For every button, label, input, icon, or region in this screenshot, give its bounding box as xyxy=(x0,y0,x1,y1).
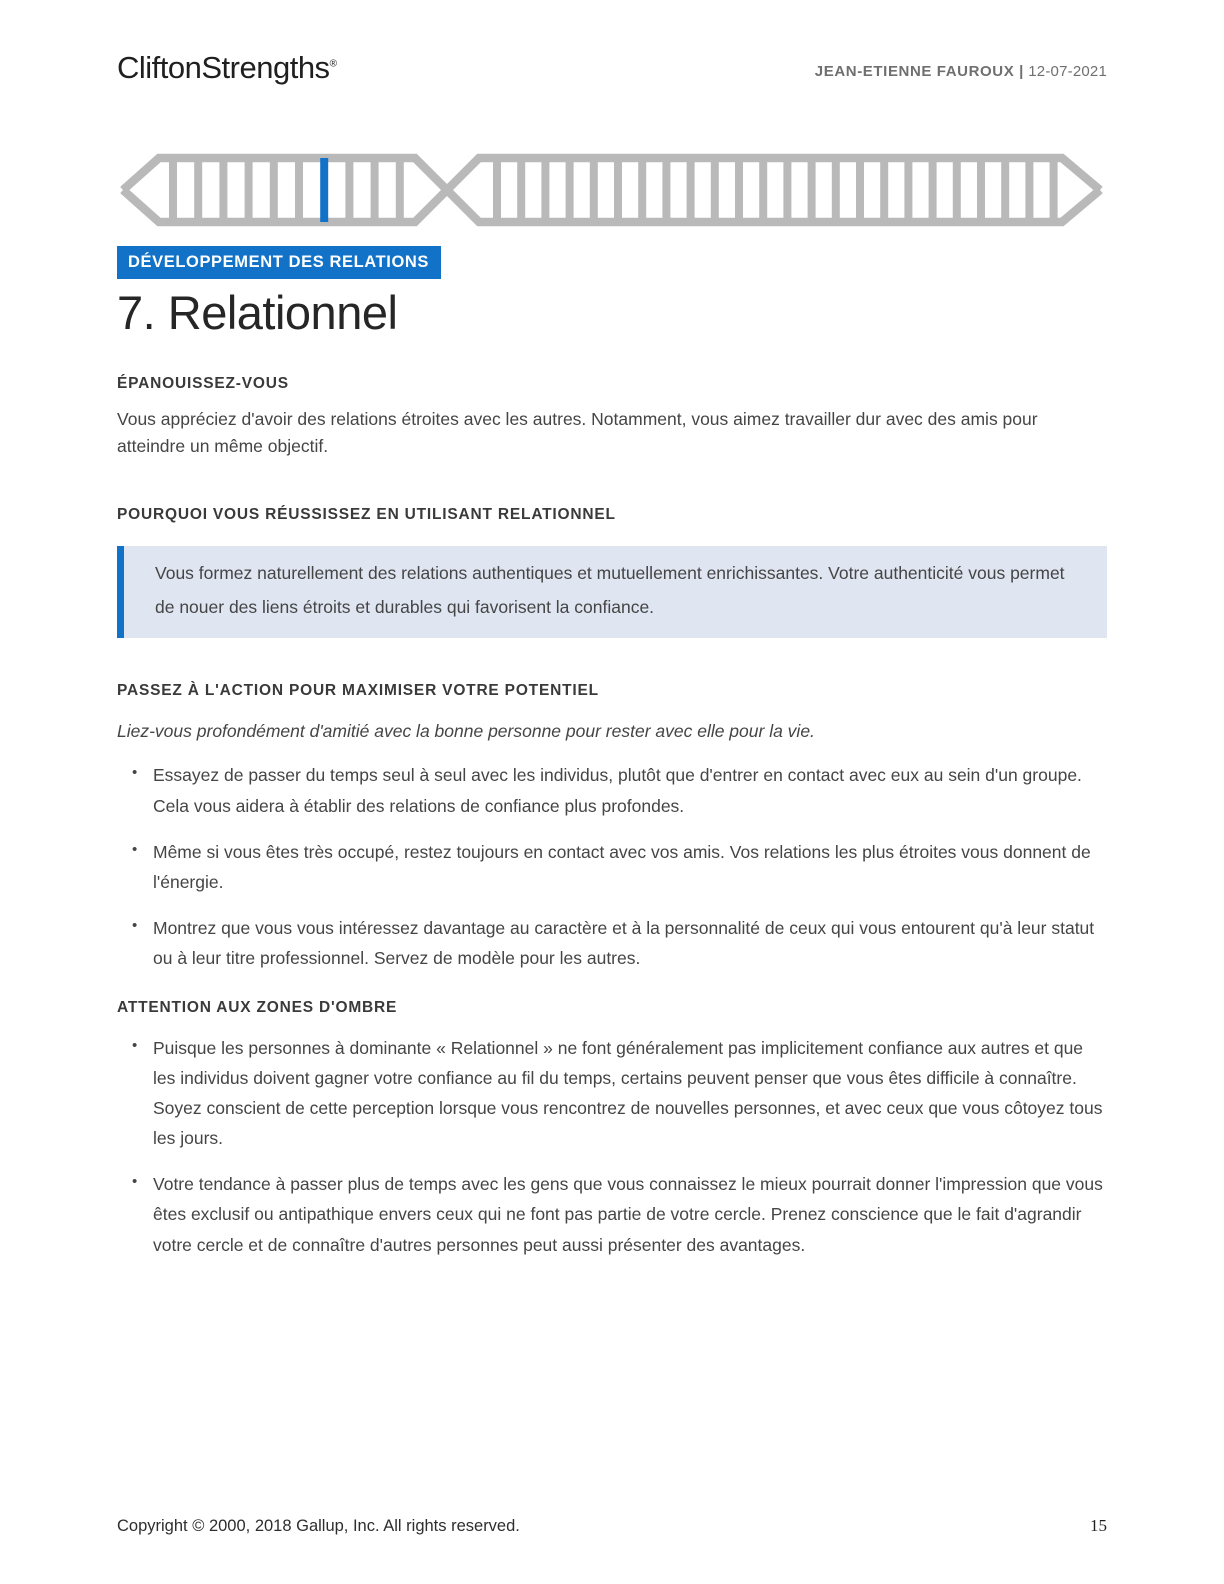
why-heading: POURQUOI VOUS RÉUSSISSEZ EN UTILISANT RELATIONNEL xyxy=(117,505,616,523)
list-item xyxy=(117,837,1107,897)
blindspots-heading: ATTENTION AUX ZONES D'OMBRE xyxy=(117,999,398,1016)
domain-badge: DÉVELOPPEMENT DES RELATIONS xyxy=(117,246,441,279)
thrive-heading: ÉPANOUISSEZ-VOUS xyxy=(117,374,289,392)
page-header xyxy=(117,50,1107,86)
list-item xyxy=(117,1033,1107,1153)
blindspots-bullets xyxy=(117,1033,1107,1260)
person-name: JEAN-ETIENNE FAUROUX | xyxy=(814,63,1024,80)
callout-accent-bar xyxy=(117,546,124,638)
bullet-icon: • xyxy=(132,1037,138,1054)
page-number: 15 xyxy=(1090,1516,1107,1535)
report-date: 12-07-2021 xyxy=(1023,63,1107,80)
list-item-text: Même si vous êtes très occupé, restez toujours en contact avec vos amis. Vos relations les plus étroites vous donnent de l'énergie. xyxy=(153,841,1091,892)
list-item xyxy=(117,913,1107,973)
list-item-text: Votre tendance à passer plus de temps avec les gens que vous connaissez le mieux pourrait donner l'impression que vous êtes exclusif ou antipathique envers ceux qui ne font pas partie de votre cercle. Prenez conscience que le fait d'agrandir votre cercle et de connaître d'autres personnes peut aussi présenter des avantages. xyxy=(153,1174,1103,1255)
list-item xyxy=(117,1169,1107,1259)
page-footer xyxy=(117,1516,1107,1536)
list-item xyxy=(117,760,1107,820)
list-item-text: Puisque les personnes à dominante « Relationnel » ne font généralement pas implicitement confiance aux autres et que les individus doivent gagner votre confiance au fil du temps, certains peuvent penser que vous êtes difficile à connaître. Soyez conscient de cette perception lorsque vous rencontrez de nouvelles personnes, et avec ceux que vous côtoyez tous les jours. xyxy=(153,1038,1103,1149)
bullet-icon: • xyxy=(132,764,138,782)
report-meta xyxy=(815,63,1107,86)
callout-text: Vous formez naturellement des relations authentiques et mutuellement enrichissantes. Votre authenticité vous permet de nouer des liens étroits et durables qui favorisent la confiance. xyxy=(124,546,1107,638)
copyright-text: Copyright © 2000, 2018 Gallup, Inc. All rights reserved. xyxy=(117,1517,520,1535)
list-item-text: Montrez que vous vous intéressez davantage au caractère et à la personnalité de ceux qui vous entourent qu'à leur statut ou à leur titre professionnel. Servez de modèle pour les autres. xyxy=(153,917,1095,968)
cliftonstrengths-logo xyxy=(117,50,336,86)
bullet-icon: • xyxy=(132,840,138,858)
why-callout xyxy=(117,546,1107,638)
logo-text: CliftonStrengths xyxy=(117,50,330,85)
strand-svg xyxy=(117,148,1107,232)
list-item-text: Essayez de passer du temps seul à seul avec les individus, plutôt que d'entrer en contact avec eux au sein d'un groupe. Cela vous aidera à établir des relations de confiance plus profondes. xyxy=(153,765,1082,816)
bullet-icon: • xyxy=(132,1173,138,1191)
thrive-body: Vous appréciez d'avoir des relations étroites avec les autres. Notamment, vous aimez travailler dur avec des amis pour atteindre un même objectif. xyxy=(117,408,1038,456)
bullet-icon: • xyxy=(132,916,138,934)
action-bullets xyxy=(117,760,1107,973)
theme-title: 7. Relationnel xyxy=(117,286,398,339)
action-heading: PASSEZ À L'ACTION POUR MAXIMISER VOTRE POTENTIEL xyxy=(117,682,599,700)
action-lead: Liez-vous profondément d'amitié avec la bonne personne pour rester avec elle pour la vie. xyxy=(117,721,815,742)
strengths-strand-graphic xyxy=(117,148,1107,232)
registered-mark: ® xyxy=(329,58,337,70)
